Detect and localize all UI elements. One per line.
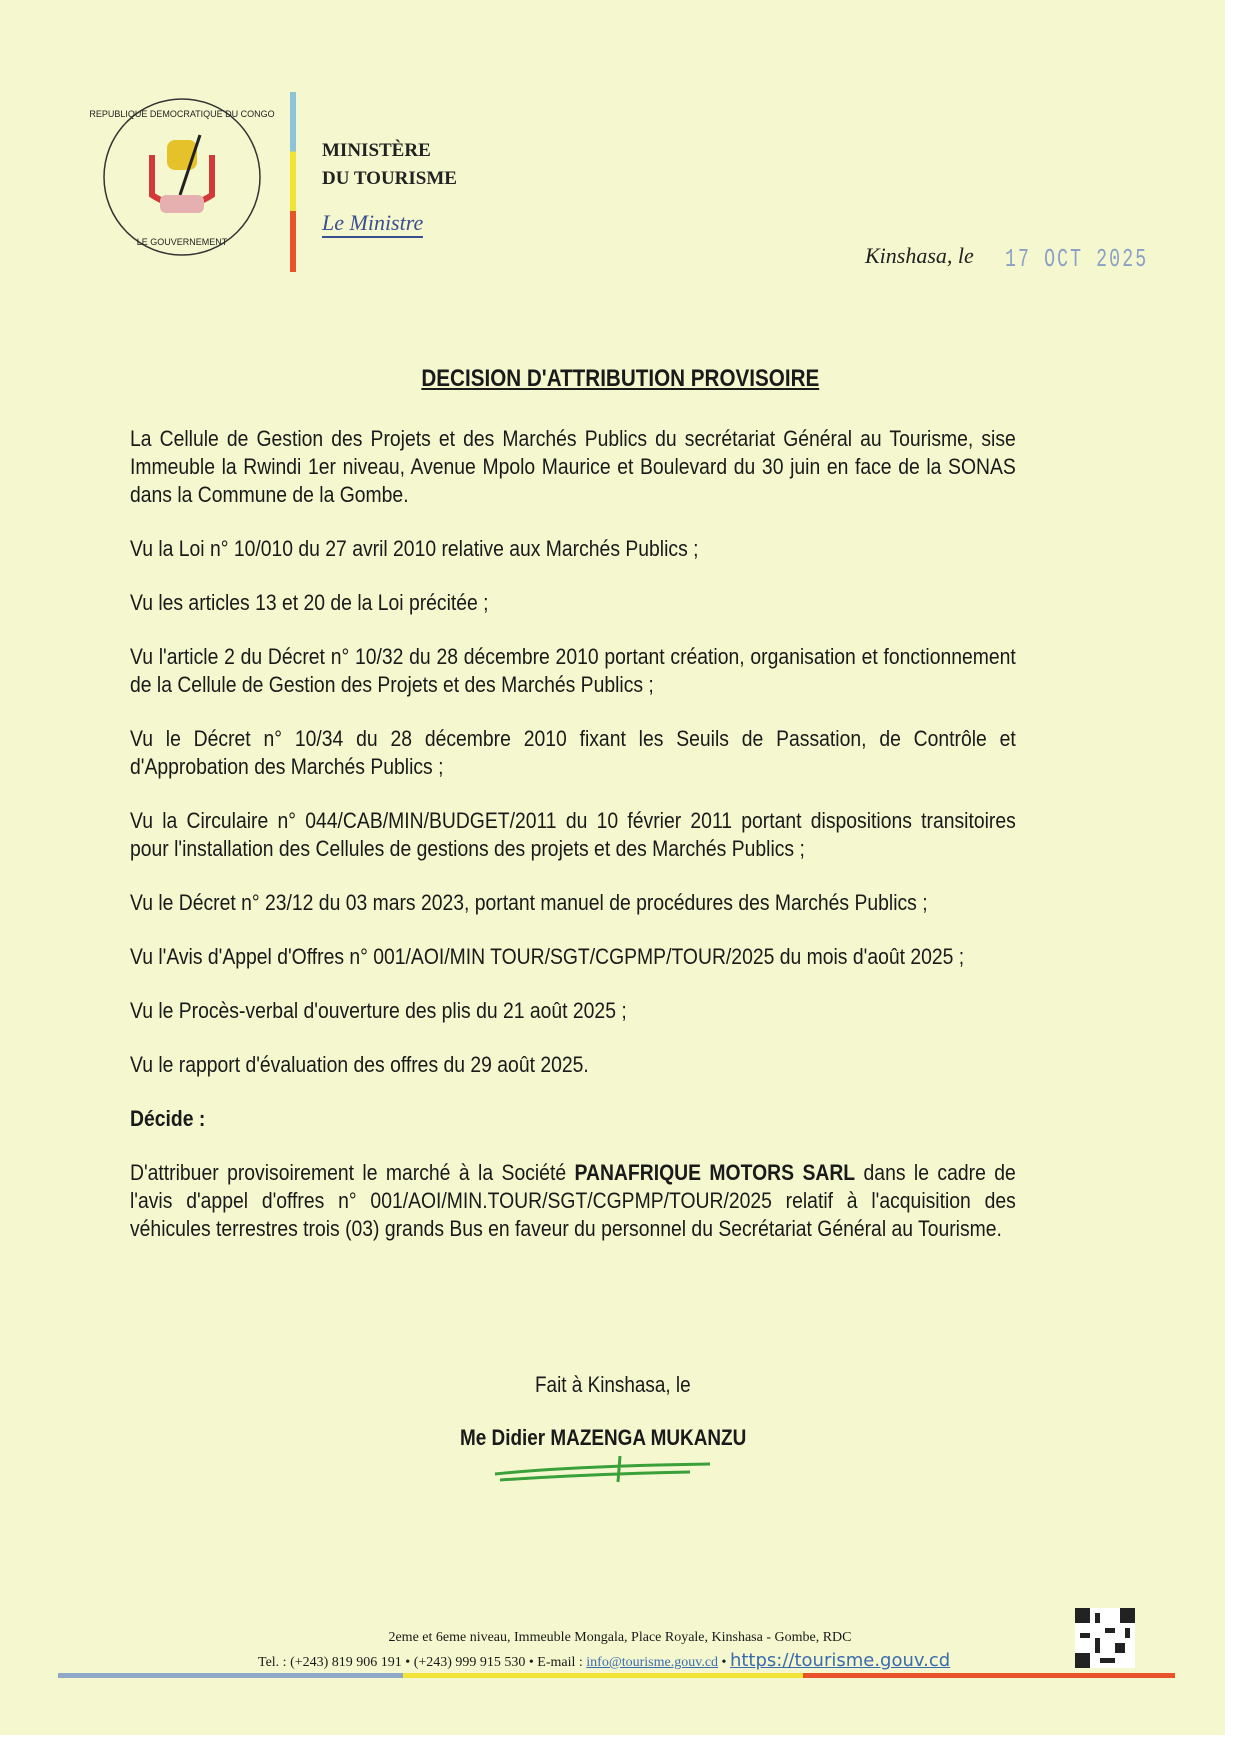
footer-contact xyxy=(258,1650,950,1671)
paragraph-vu: Vu l'Avis d'Appel d'Offres n° 001/AOI/MIN TOUR/SGT/CGPMP/TOUR/2025 du mois d'août 2025 ; xyxy=(130,944,965,969)
document-body xyxy=(130,425,1016,1269)
signature-icon xyxy=(490,1452,730,1502)
paragraph-vu: Vu le Décret n° 23/12 du 03 mars 2023, portant manuel de procédures des Marchés Publics ; xyxy=(130,890,928,915)
footer-rule-blue xyxy=(58,1673,403,1678)
decide-heading: Décide : xyxy=(130,1106,206,1131)
footer-rule-red xyxy=(803,1673,1175,1678)
paragraph-vu: Vu le rapport d'évaluation des offres du 29 août 2025. xyxy=(130,1052,589,1077)
decision-text: D'attribuer provisoirement le marché à la Société xyxy=(130,1160,575,1185)
footer-separator: • xyxy=(718,1655,730,1670)
ministry-line-1: MINISTÈRE xyxy=(322,140,431,161)
paragraph-decision xyxy=(130,1159,1016,1243)
place-label: Kinshasa, le xyxy=(865,243,974,268)
paragraph-intro: La Cellule de Gestion des Projets et des Marchés Publics du secrétariat Général au Tourisme, sise Immeuble la Rwindi 1er niveau, Avenue Mpolo Maurice et Boulevard du 30 juin en face de la SONAS dans la Commune de la Gombe. xyxy=(130,426,1016,507)
company-name: PANAFRIQUE MOTORS SARL xyxy=(574,1160,856,1185)
svg-text:REPUBLIQUE DEMOCRATIQUE DU CON: REPUBLIQUE DEMOCRATIQUE DU CONGO xyxy=(89,109,275,119)
decision-text-rest: dans le cadre de l'avis d'appel d'offres n° 001/AOI/MIN.TOUR/SGT/CGPMP/TOUR/2025 relatif à l'acquisition des véhicules terrestres trois (03) grands Bus en faveur du personnel du Secrétariat Général au Tourisme. xyxy=(130,1160,1016,1241)
date-stamp: 17 OCT 2025 xyxy=(1005,244,1149,274)
svg-text:LE GOUVERNEMENT: LE GOUVERNEMENT xyxy=(136,237,228,247)
paragraph-vu: Vu l'article 2 du Décret n° 10/32 du 28 décembre 2010 portant création, organisation et fonctionnement de la Cellule de Gestion des Projets et des Marchés Publics ; xyxy=(130,644,1016,697)
footer-website-link[interactable]: https://tourisme.gouv.cd xyxy=(729,1650,951,1671)
footer-address: 2eme et 6eme niveau, Immeuble Mongala, Place Royale, Kinshasa - Gombe, RDC xyxy=(388,1630,852,1645)
government-seal-icon xyxy=(89,95,275,260)
title-text: DECISION D'ATTRIBUTION PROVISOIRE xyxy=(421,365,819,392)
qr-code-icon xyxy=(1075,1608,1135,1668)
ministry-line-2: DU TOURISME xyxy=(322,168,457,189)
footer-email-link[interactable]: info@tourisme.gouv.cd xyxy=(586,1655,719,1670)
paragraph-vu: Vu les articles 13 et 20 de la Loi précitée ; xyxy=(130,590,489,615)
le-ministre-label: Le Ministre xyxy=(322,210,423,238)
signatory-name: Me Didier MAZENGA MUKANZU xyxy=(460,1425,747,1450)
footer-rule-yellow xyxy=(403,1673,803,1678)
fait-a-label: Fait à Kinshasa, le xyxy=(535,1372,691,1397)
ministry-name xyxy=(322,137,457,193)
paragraph-vu: Vu le Procès-verbal d'ouverture des plis du 21 août 2025 ; xyxy=(130,998,627,1023)
paragraph-vu: Vu la Circulaire n° 044/CAB/MIN/BUDGET/2011 du 10 février 2011 portant dispositions transitoires pour l'installation des Cellules de gestions des projets et des Marchés Publics ; xyxy=(130,808,1016,861)
flag-color-bar xyxy=(290,92,296,272)
paragraph-vu: Vu la Loi n° 10/010 du 27 avril 2010 relative aux Marchés Publics ; xyxy=(130,536,699,561)
footer-tel: Tel. : (+243) 819 906 191 • (+243) 999 915 530 • E-mail : xyxy=(258,1655,587,1670)
paragraph-vu: Vu le Décret n° 10/34 du 28 décembre 2010 fixant les Seuils de Passation, de Contrôle et d'Approbation des Marchés Publics ; xyxy=(130,726,1016,779)
document-title xyxy=(0,365,1240,393)
